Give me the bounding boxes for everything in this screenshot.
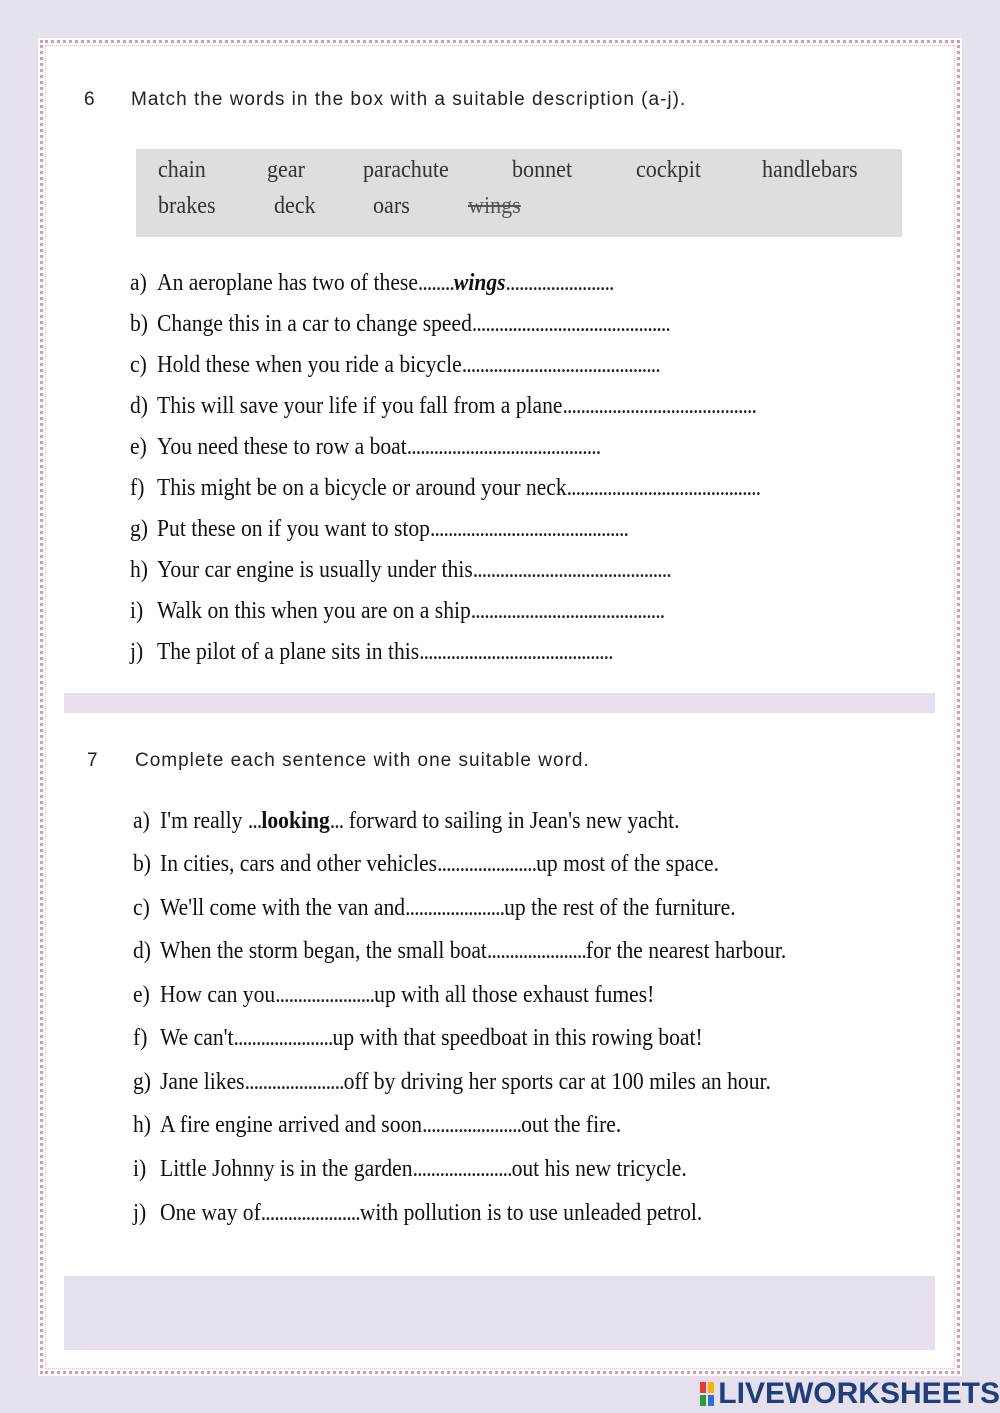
ex7-item-j: j) One way of......................with pollution is to use unleaded petrol. (133, 1200, 703, 1226)
exercise-7-number: 7 (87, 750, 99, 771)
word-oars: oars (373, 193, 410, 219)
ex7-item-a: a) I'm really ...looking... forward to sailing in Jean's new yacht. (133, 808, 680, 834)
word-deck: deck (274, 193, 316, 219)
ex6-item-g: g) Put these on if you want to stop............................................ (130, 516, 628, 542)
word-wings-used: wings (468, 193, 521, 219)
exercise-6-number: 6 (84, 89, 96, 110)
logo-text: LIVEWORKSHEETS (718, 1377, 1000, 1410)
ex6-blank-d[interactable]: ........................................... (562, 393, 756, 419)
ex7-item-b: b) In cities, cars and other vehicles......................up most of the space. (133, 851, 720, 877)
ex6-item-f: f) This might be on a bicycle or around your neck........................................... (130, 475, 761, 501)
ex6-blank-b[interactable]: ............................................ (471, 311, 670, 337)
ex6-blank-g[interactable]: ............................................ (429, 516, 628, 542)
ex7-blank-i[interactable]: ...................... (412, 1156, 512, 1182)
ex7-blank-b[interactable]: ...................... (437, 851, 537, 877)
word-handlebars: handlebars (762, 157, 858, 183)
ex7-blank-g[interactable]: ...................... (244, 1069, 344, 1095)
ex6-item-i: i) Walk on this when you are on a ship........................................... (130, 598, 665, 624)
word-cockpit: cockpit (636, 157, 701, 183)
ex7-blank-e[interactable]: ...................... (275, 982, 375, 1008)
ex6-item-d: d) This will save your life if you fall from a plane........................................... (130, 393, 756, 419)
ex6-item-a: a) An aeroplane has two of these........wings........................ (130, 270, 614, 296)
ex6-item-h: h) Your car engine is usually under this............................................ (130, 557, 671, 583)
ex6-blank-h[interactable]: ............................................ (472, 557, 671, 583)
word-chain: chain (158, 157, 206, 183)
exercise-7-instruction: Complete each sentence with one suitable word. (135, 750, 590, 771)
ex6-blank-c[interactable]: ............................................ (461, 352, 660, 378)
ex6-blank-f[interactable]: ........................................... (566, 475, 761, 501)
liveworksheets-logo[interactable] (700, 1375, 1000, 1413)
section-divider (64, 693, 935, 713)
ex7-blank-c[interactable]: ...................... (405, 895, 505, 921)
word-box (136, 149, 902, 237)
ex6-item-c: c) Hold these when you ride a bicycle............................................ (130, 352, 660, 378)
ex6-blank-e[interactable]: ........................................... (406, 434, 601, 460)
ex6-item-e: e) You need these to row a boat........................................... (130, 434, 601, 460)
ex6-blank-i[interactable]: ........................................... (470, 598, 665, 624)
ex7-item-i: i) Little Johnny is in the garden......................out his new tricycle. (133, 1156, 687, 1182)
ex7-blank-f[interactable]: ...................... (233, 1025, 333, 1051)
ex7-item-e: e) How can you......................up with all those exhaust fumes! (133, 982, 655, 1008)
ex7-item-d: d) When the storm began, the small boat......................for the nearest harbour. (133, 938, 787, 964)
ex7-item-g: g) Jane likes......................off by driving her sports car at 100 miles an hour. (133, 1069, 771, 1095)
ex7-item-f: f) We can't......................up with that speedboat in this rowing boat! (133, 1025, 703, 1051)
ex6-answer-a[interactable]: wings (453, 270, 506, 296)
ex6-blank-j[interactable]: ........................................... (419, 639, 613, 665)
word-parachute: parachute (363, 157, 449, 183)
word-gear: gear (267, 157, 305, 183)
word-brakes: brakes (158, 193, 216, 219)
ex6-item-b: b) Change this in a car to change speed............................................ (130, 311, 670, 337)
exercise-6-instruction: Match the words in the box with a suitable description (a-j). (131, 89, 687, 110)
ex7-answer-a[interactable]: looking (261, 808, 330, 834)
bottom-panel (64, 1276, 935, 1350)
liveworksheets-logo-icon (700, 1382, 714, 1406)
ex7-blank-j[interactable]: ...................... (260, 1200, 360, 1226)
ex6-item-j: j) The pilot of a plane sits in this........................................... (130, 639, 613, 665)
ex7-blank-d[interactable]: ...................... (486, 938, 586, 964)
ex7-item-c: c) We'll come with the van and......................up the rest of the furniture. (133, 895, 736, 921)
word-bonnet: bonnet (512, 157, 573, 183)
ex7-blank-h[interactable]: ...................... (422, 1112, 522, 1138)
ex7-item-h: h) A fire engine arrived and soon......................out the fire. (133, 1112, 622, 1138)
